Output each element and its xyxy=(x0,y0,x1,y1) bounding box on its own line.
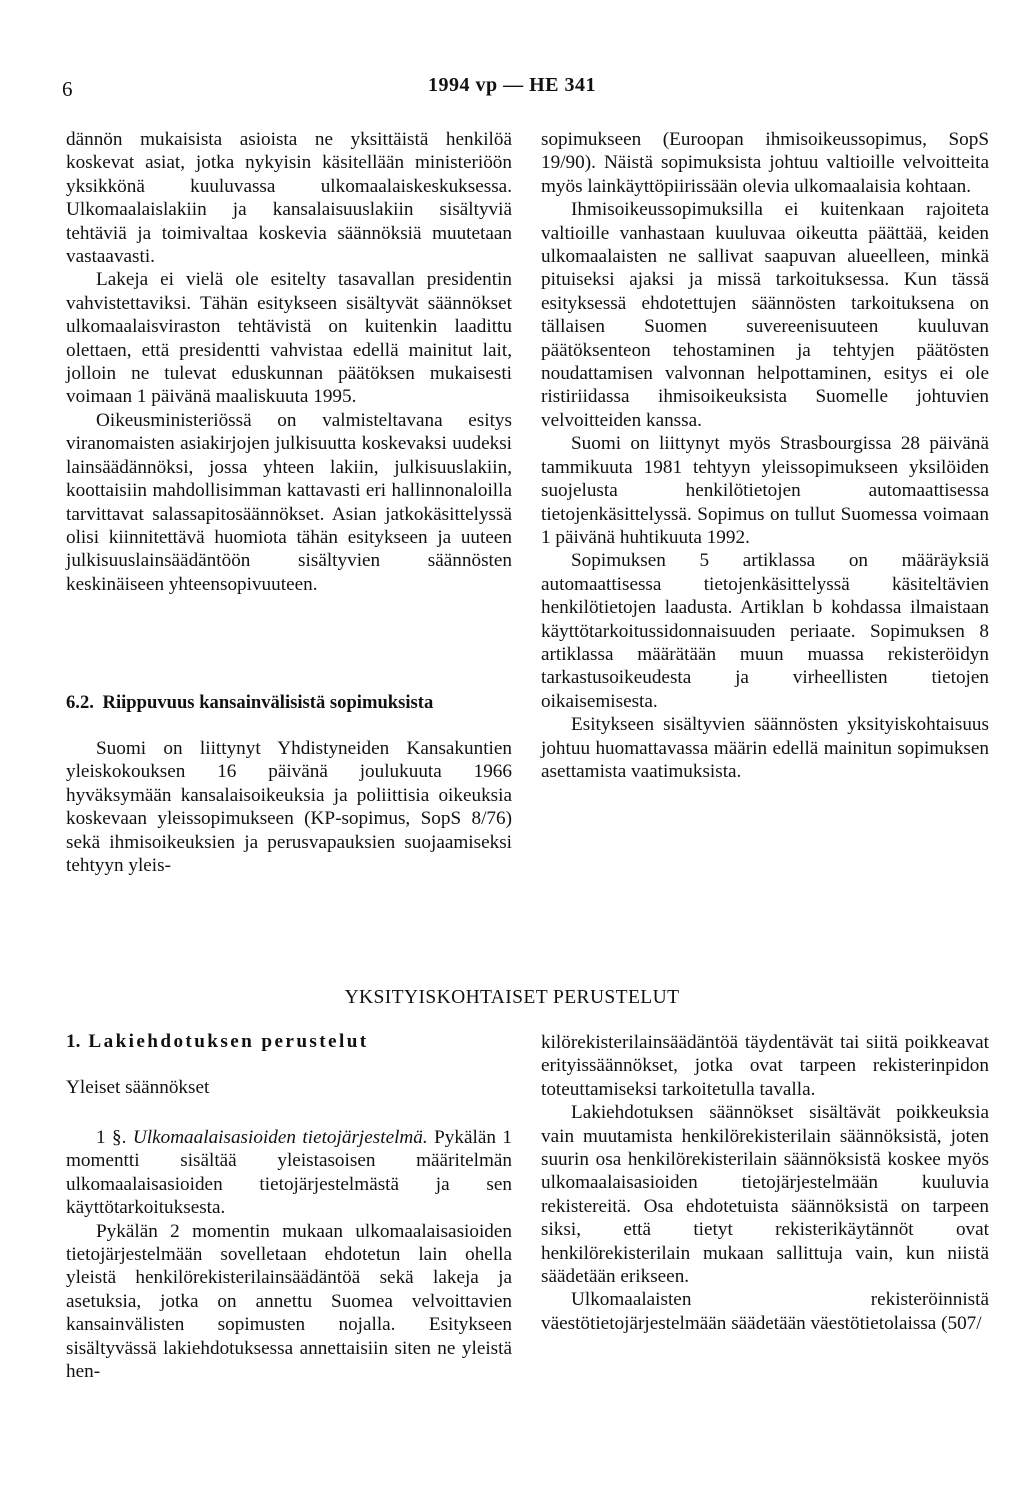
chapter-number: 1. xyxy=(66,1031,81,1052)
running-head: 1994 vp — HE 341 xyxy=(427,74,597,96)
left-column-bottom xyxy=(66,1126,512,1383)
paragraph: Ihmisoikeussopimuksilla ei kuitenkaan rajoiteta valtioille vanhastaan kuuluvaa oikeutta päättää, keiden ulkomaalaisten ne sallivat saapuvan alueelleen, minkä pituiseksi ajaksi ja missä tarkoituksessa. Kun tässä esityksessä ehdotettujen säännösten tarkoituksena on tällaisen Suomen suvereenisuuteen kuuluvan päätöksenteon tehostaminen ja tehtyjen päätösten noudattamisen valvonnan helpottaminen, esitys ei ole ristiriidassa ihmisoikeuksista Suomelle johtuvien velvoitteiden kanssa. xyxy=(541,199,989,431)
page-number: 6 xyxy=(62,77,73,101)
section-number: 6.2. xyxy=(66,692,94,713)
paragraph-section-1 xyxy=(66,1126,512,1220)
paragraph: Ulkomaalaisten rekisteröinnistä väestötietojärjestelmään säädetään väestötietolaissa (507/ xyxy=(541,1289,989,1334)
paragraph: Lakeja ei vielä ole esitelty tasavallan presidentin vahvistettaviksi. Tähän esitykseen sisältyvät säännökset ulkomaalaisviraston tehtävistä on kuitenkin laadittu olettaen, että presidentti vahvistaa edellä mainitut lait, jolloin ne tulevat eduskunnan päätöksen mukaisesti voimaan 1 päivänä maaliskuuta 1995. xyxy=(66,269,512,408)
right-column-bottom xyxy=(541,1031,989,1335)
paragraph: Lakiehdotuksen säännökset sisältävät poikkeuksia vain muutamista henkilörekisterilain säännöksistä, joten suurin osa henkilörekisterilain säännöksistä koskee myös ulkomaalaisasioiden tietojärjestelmään kuuluvia rekistereitä. Osa ehdotetuista säännöksistä on tarpeen siksi, että tietyt rekisterikäytännöt ovat henkilörekisterilain mukaan sallittuja vain, kun niistä säädetään erikseen. xyxy=(541,1102,989,1288)
paragraph: dännön mukaisista asioista ne yksittäistä henkilöä koskevat asiat, jotka nykyisin käsitellään ministeriöön yksikkönä kuuluvassa ulkomaalaiskeskuksessa. Ulkomaalaislakiin ja kansalaisuuslakiin sisältyviä tehtäviä ja toimivaltaa koskevia säännöksiä muutetaan vastaavasti. xyxy=(66,129,512,268)
paragraph: Suomi on liittynyt myös Strasbourgissa 28 päivänä tammikuuta 1981 tehtyyn yleissopimukseen yksilöiden suojelusta henkilötietojen automaattisessa tietojenkäsittelyssä. Sopimus on tullut Suomessa voimaan 1 päivänä huhtikuuta 1992. xyxy=(541,433,989,548)
section-1-title: Ulkomaalaisasioiden tietojärjestelmä. xyxy=(132,1127,428,1148)
paragraph: Oikeusministeriössä on valmisteltavana esitys viranomaisten asiakirjojen julkisuutta koskevaksi uudeksi lainsäädännöksi, jossa yhteen lakiin, julkisuuslakiin, koottaisiin mahdollisimman kattavasti eri hallinnonaloilla tarvittavat salassapitosäännökset. Asian jatkokäsittelyssä olisi kiinnitettävä huomiota tähän esitykseen ja uuteen julkisuuslainsäädäntöön sisältyvien säännösten keskinäiseen yhteensopivuuteen. xyxy=(66,409,512,595)
section-1-number: 1 §. xyxy=(96,1127,127,1148)
left-column-section xyxy=(66,737,512,877)
paragraph: Pykälän 2 momentin mukaan ulkomaalaisasioiden tietojärjestelmään sovelletaan ehdotetun lain ohella yleistä henkilörekisterilainsäädäntöä sekä lakeja ja asetuksia, jotka on annettu Suomea velvoittavien kansainvälisten sopimusten nojalla. Esitykseen sisältyvässä lakiehdotuksessa annettaisiin siten ne yleistä hen- xyxy=(66,1220,512,1383)
paragraph: sopimukseen (Euroopan ihmisoikeussopimus, SopS 19/90). Näistä sopimuksista johtuu valtioille velvoitteita myös lainkäyttöpiirissään olevia ulkomaalaisia kohtaan. xyxy=(541,129,989,197)
paragraph: Suomi on liittynyt Yhdistyneiden Kansakuntien yleiskokouksen 16 päivänä joulukuuta 1966 hyväksymään kansalaisoikeuksia ja poliittisia oikeuksia koskevaan yleissopimukseen (KP-sopimus, SopS 8/76) sekä ihmisoikeuksien ja perusvapauksien suojaamiseksi tehtyyn yleis- xyxy=(66,738,512,877)
subheading: Yleiset säännökset xyxy=(66,1077,210,1098)
left-column-top xyxy=(66,128,512,596)
section-title: Riippuvuus kansainvälisistä sopimuksista xyxy=(102,692,434,713)
section-heading-6-2 xyxy=(66,692,512,714)
part-title: YKSITYISKOHTAISET PERUSTELUT xyxy=(344,987,680,1008)
paragraph: Sopimuksen 5 artiklassa on määräyksiä automaattisessa tietojenkäsittelyssä käsiteltävien henkilötietojen laadusta. Artiklan b kohdassa ilmaistaan käyttötarkoitussidonnaisuuden periaate. Sopimuksen 8 artiklassa määrätään muun muassa rekisteröidyn tarkastusoikeudesta ja virheellisten tietojen oikaisemisesta. xyxy=(541,550,989,712)
chapter-heading xyxy=(66,1031,369,1053)
paragraph: kilörekisterilainsäädäntöä täydentävät tai siitä poikkeavat erityissäännökset, jotka ovat tarpeen rekisterinpidon toteuttamiseksi tarkoitetulla tavalla. xyxy=(541,1032,989,1100)
right-column-top xyxy=(541,128,989,783)
chapter-title: Lakiehdotuksen perustelut xyxy=(88,1031,369,1052)
section-1-text: Pykälän 1 momentti sisältää yleistasoisen määritelmän ulkomaalaisasioiden tietojärjestelmästä ja sen käyttötarkoituksesta. xyxy=(66,1127,512,1219)
paragraph: Esitykseen sisältyvien säännösten yksityiskohtaisuus johtuu huomattavassa määrin edellä mainitun sopimuksen asettamista vaatimuksista. xyxy=(541,714,989,782)
